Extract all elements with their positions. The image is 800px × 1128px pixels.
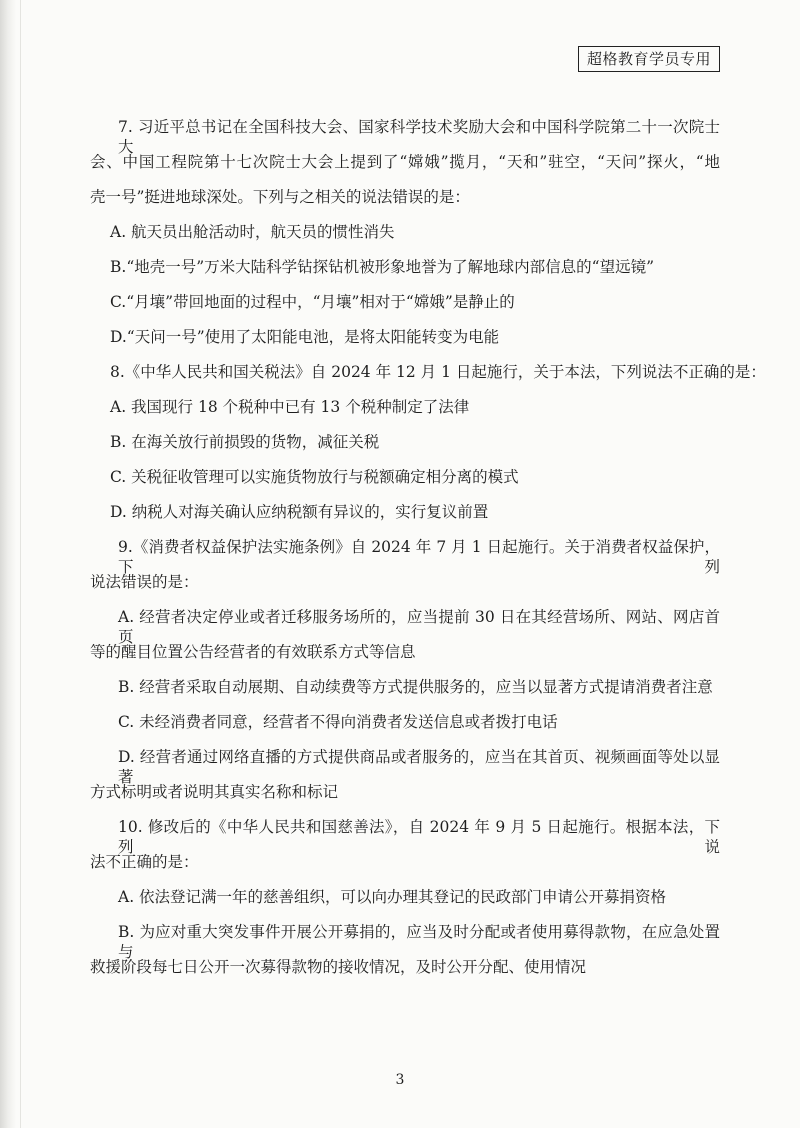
- q9-option-b: B. 经营者采取自动展期、自动续费等方式提供服务的，应当以显著方式提请消费者注意: [118, 678, 713, 696]
- q7-stem-line-2: 会、中国工程院第十七次院士大会上提到了“嫦娥”揽月，“天和”驻空，“天问”探火，“地: [90, 153, 720, 171]
- q10-stem-line-1: 10. 修改后的《中华人民共和国慈善法》，自 2024 年 9 月 5 日起施行。根据本法，下列说: [118, 818, 720, 856]
- q9-stem-line-1: 9.《消费者权益保护法实施条例》自 2024 年 7 月 1 日起施行。关于消费者权益保护，下列: [118, 538, 720, 576]
- q9-option-a-line-1: A. 经营者决定停业或者迁移服务场所的，应当提前 30 日在其经营场所、网站、网店首页: [118, 608, 720, 646]
- q7-option-b: B.“地壳一号”万米大陆科学钻探钻机被形象地誉为了解地球内部信息的“望远镜”: [110, 258, 655, 276]
- q9-option-a-line-2: 等的醒目位置公告经营者的有效联系方式等信息: [90, 643, 416, 661]
- q7-option-a: A. 航天员出舱活动时，航天员的惯性消失: [110, 223, 395, 241]
- q7-stem-line-3: 壳一号”挺进地球深处。下列与之相关的说法错误的是：: [90, 188, 470, 206]
- scan-edge-shadow: [0, 0, 16, 1128]
- scan-edge-line: [20, 0, 21, 1128]
- q9-option-d-line-1: D. 经营者通过网络直播的方式提供商品或者服务的，应当在其首页、视频画面等处以显著: [118, 748, 720, 786]
- q7-stem-line-1: 7. 习近平总书记在全国科技大会、国家科学技术奖励大会和中国科学院第二十一次院士大: [118, 118, 720, 156]
- exam-body: [90, 117, 766, 992]
- q7-option-c: C.“月壤”带回地面的过程中，“月壤”相对于“嫦娥”是静止的: [110, 293, 515, 311]
- q8-option-c: C. 关税征收管理可以实施货物放行与税额确定相分离的模式: [110, 468, 519, 486]
- q10-stem-line-2: 法不正确的是：: [90, 853, 199, 871]
- q9-option-c: C. 未经消费者同意，经营者不得向消费者发送信息或者拨打电话: [118, 713, 558, 731]
- q10-option-a: A. 依法登记满一年的慈善组织，可以向办理其登记的民政部门申请公开募捐资格: [118, 888, 667, 906]
- q8-option-a: A. 我国现行 18 个税种中已有 13 个税种制定了法律: [110, 398, 470, 416]
- q10-option-b-line-2: 救援阶段每七日公开一次募得款物的接收情况，及时公开分配、使用情况: [90, 958, 587, 976]
- q10-option-b-line-1: B. 为应对重大突发事件开展公开募捐的，应当及时分配或者使用募得款物，在应急处置与: [118, 923, 720, 961]
- page-number: 3: [395, 1072, 405, 1088]
- q8-option-b: B. 在海关放行前损毁的货物，减征关税: [110, 433, 380, 451]
- header-stamp: 超格教育学员专用: [578, 46, 720, 72]
- q9-option-d-line-2: 方式标明或者说明其真实名称和标记: [90, 783, 339, 801]
- q8-stem-line-1: 8.《中华人民共和国关税法》自 2024 年 12 月 1 日起施行，关于本法，下列说法不正确的是：: [110, 363, 766, 381]
- q7-option-d: D.“天问一号”使用了太阳能电池，是将太阳能转变为电能: [110, 328, 500, 346]
- q9-stem-line-2: 说法错误的是：: [90, 573, 199, 591]
- q8-option-d: D. 纳税人对海关确认应纳税额有异议的，实行复议前置: [110, 503, 489, 521]
